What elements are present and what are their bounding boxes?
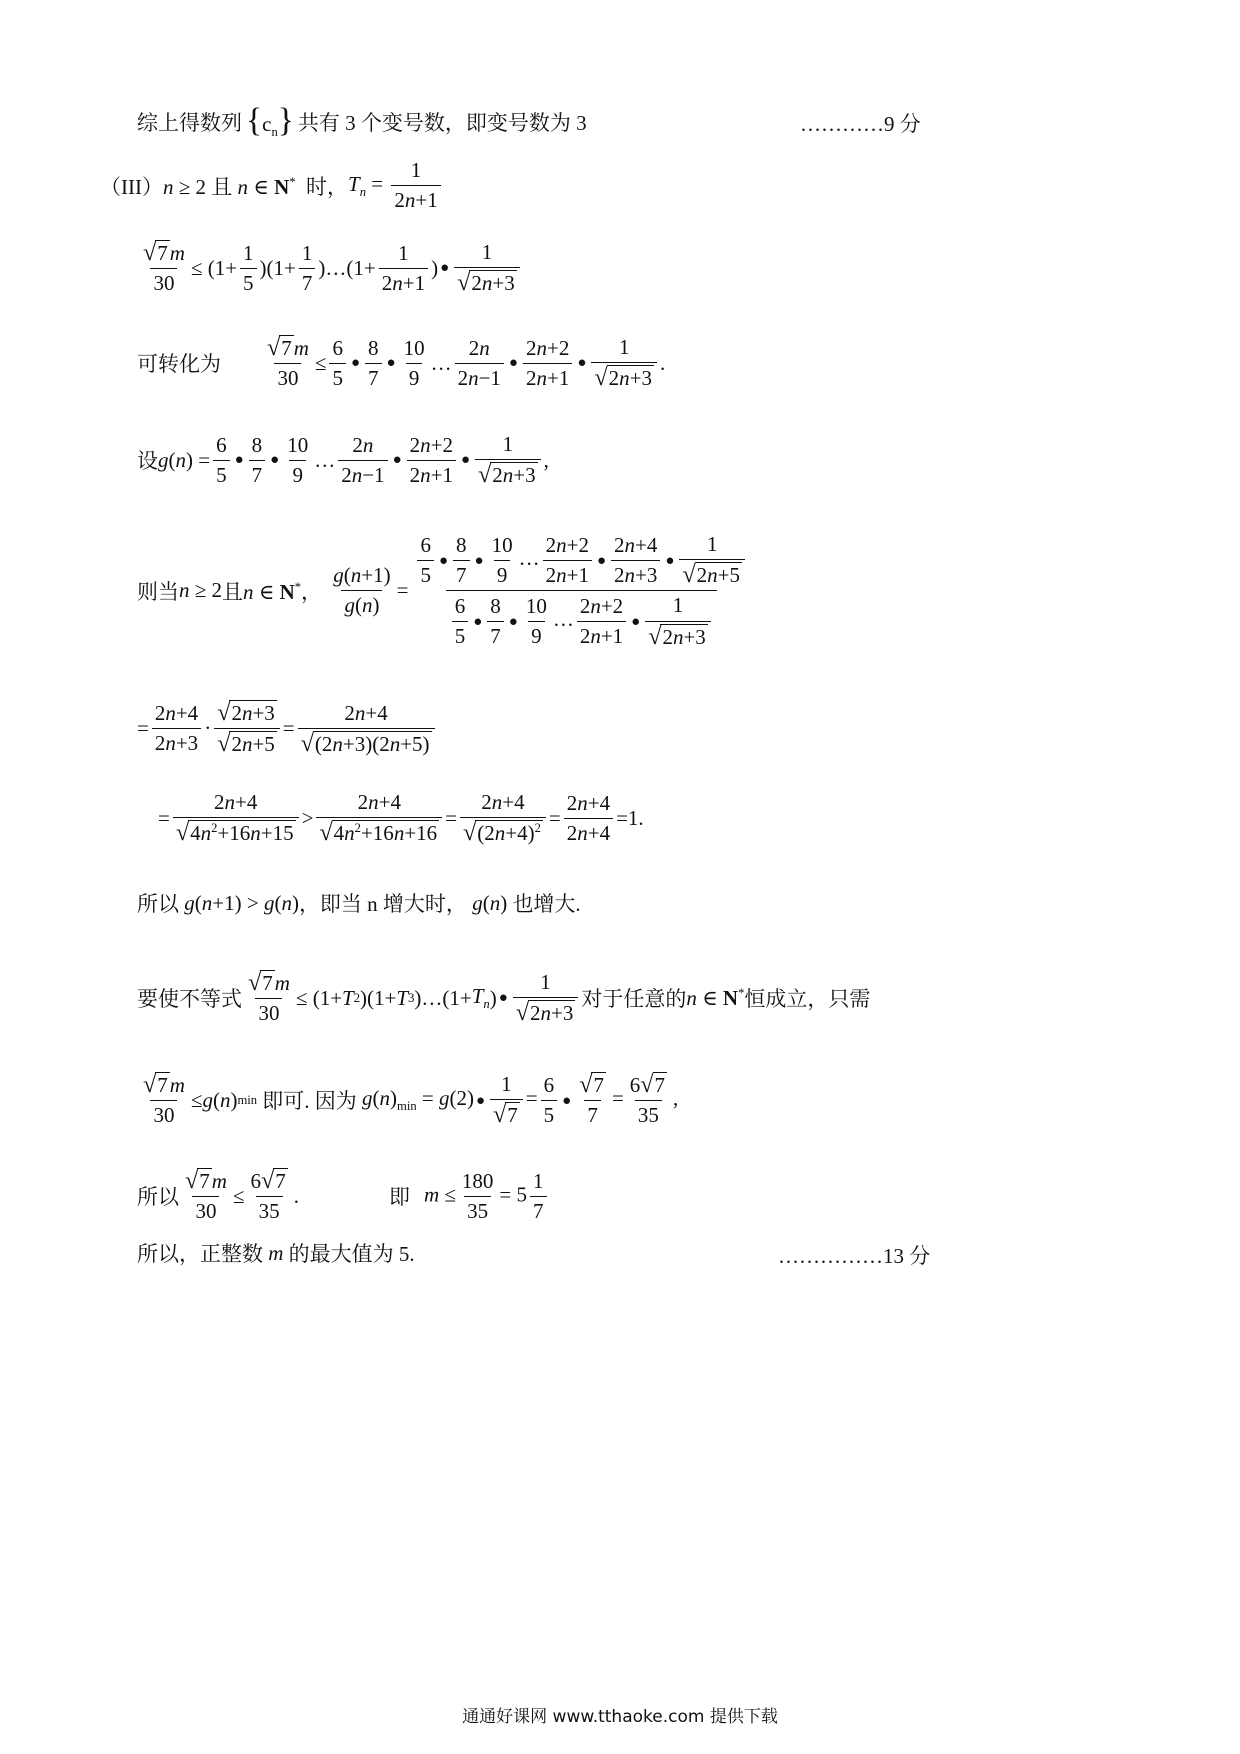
tn-formula: $T_n$ = $\frac{1}{2n+1}$	[348, 158, 444, 213]
so2-label: 所以	[137, 1185, 179, 1210]
sequence-cn: $\{c_n\}$	[246, 102, 294, 140]
need-text: 对于任意的	[581, 987, 687, 1012]
min-line: √ 7 m 30 ≤ g ( n ) min 即可. 因为 $g(n)_{min} = g(2)$ ● 1 √ 7 = $\frac{6}{5}$ ● √ 7 7 = 6 √ 7 35 ,	[143, 1071, 679, 1129]
need-line: 要使不等式 √ 7 m 30 ≤ (1+ T 2 )(1+ T 3 )…(1+ $T_n$ ) ● 1 √ 2n+3 对于任意的 n ∈ N* 恒成立，只需	[137, 969, 871, 1027]
convert-line: 可转化为 √ 7 m 30 ≤ $\frac{6}{5}$ ● $\frac{8}{7}$ ● $\frac{10}{9}$ … $\frac{2n}{2n-1}$ ● $\frac{2n+2}{2n+1}$ ● 1 √ 2n+3 .	[137, 334, 666, 392]
final-text: 所以，正整数	[137, 1242, 263, 1266]
need-text2: 恒成立，只需	[744, 987, 871, 1012]
final-text2: 的最大值为 5.	[288, 1242, 415, 1266]
ok-text: 即可. 因为	[262, 1089, 357, 1114]
so-text: ，即当 n 增大时，	[298, 892, 467, 916]
set-g-line: 设 g ( n ) = $\frac{6}{5}$ ● $\frac{8}{7}$ ● $\frac{10}{9}$ … $\frac{2n}{2n-1}$ ● $\frac{2n+2}{2n+1}$ ● 1 √ 2n+3 ,	[137, 432, 549, 489]
then-label: 则当	[137, 579, 179, 604]
final-line: 所以，正整数 m 的最大值为 5.	[137, 1238, 415, 1268]
score-13: ……………13 分	[778, 1244, 931, 1268]
conclusion-text-b: 共有 3 个变号数，即变号数为 3	[297, 111, 587, 136]
need-label: 要使不等式	[137, 987, 242, 1012]
part3-line	[100, 158, 444, 213]
set-label: 设	[137, 449, 158, 474]
part3-label: （III）	[100, 174, 163, 199]
inequality-1: √ 7 m 30 ≤ (1+ $\frac{1}{5}$ )(1+ $\frac{1}{7}$ )…(1+ $\frac{1}{2n+1}$ ) ● 1 √ 2n+3	[137, 240, 523, 296]
m-bound-line: 所以 √ 7 m 30 ≤ 6 √ 7 35 . 即 m ≤ $\frac{180}{35}$ = 5 $\frac{1}{7}$	[137, 1168, 550, 1224]
simplify-2: = 2n+4 √ $4n^2+16n+15$ > 2n+4 √ $4n^2+16n+16$ = 2n+4 √ $(2n+4)^2$ = $\frac{2n+4}{2n+4}$ =1.	[158, 790, 644, 847]
conclusion-line	[137, 104, 587, 140]
then-mid: 且	[222, 579, 244, 604]
increase-line: 所以 g(n+1) > g(n) ，即当 n 增大时， g(n) 也增大.	[137, 888, 581, 918]
so-label: 所以	[137, 892, 179, 916]
ratio-line: 则当 n ≥ 2 且 n ∈ N*， $\frac{g(n+1)}{g(n)}$ = $\frac{6}{5}$ ● $\frac{8}{7}$ ● $\frac{10}{9}$ … $\frac{2n+2}{2n+1}$ ● $\frac{2n+4}{2n+3}$ ● 1 √ 2n+5 $\frac{6}{5}$ ● $\frac{8}{7}$ ● $\frac{10}{9}$ … $\frac{2n+2}{2n+1}$ ● 1 √ 2n+3	[137, 532, 754, 650]
part3-condition: n ≥ 2 且 n ∈ N*	[162, 174, 296, 199]
conclusion-text-a: 综上得数列	[137, 111, 242, 136]
convert-label: 可转化为	[137, 352, 221, 377]
score-9: …………9 分	[800, 112, 921, 136]
ji-label: 即	[388, 1185, 410, 1210]
footer-text: 通通好课网 www.tthaoke.com 提供下载	[462, 1707, 778, 1727]
part3-text: 时，	[306, 174, 349, 199]
so-text2: 也增大.	[512, 892, 581, 916]
simplify-1: = $\frac{2n+4}{2n+3}$ · √ 2n+3 √ 2n+5 = 2n+4 √ (2n+3)(2n+5)	[137, 700, 438, 757]
